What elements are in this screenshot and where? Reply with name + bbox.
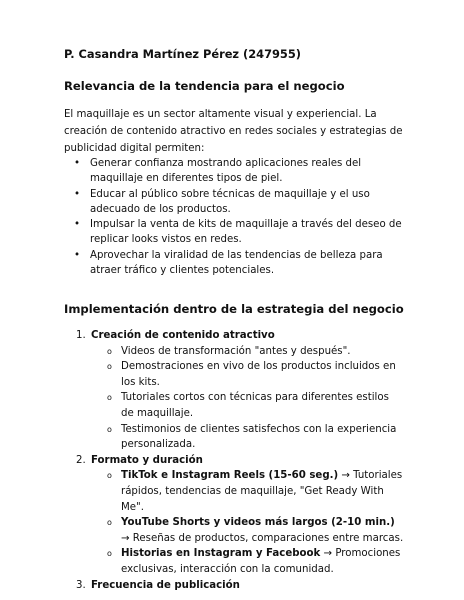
bullet-dot-icon: • <box>74 158 81 169</box>
sub-item-text: → Promociones exclusivas, interacción con la comunidad. <box>121 548 401 575</box>
bullet-dot-icon: • <box>74 188 81 200</box>
sub-item-bold: Historias en Instagram y Facebook <box>121 548 321 560</box>
sub-item <box>91 468 404 515</box>
section-heading-relevance: Relevancia de la tendencia para el negocio <box>64 79 345 93</box>
circle-bullet-icon: o <box>107 424 112 434</box>
sub-item-bold: TikTok e Instagram Reels (15-60 seg.) <box>121 470 339 482</box>
bullet-text: Impulsar la venta de kits de maquillaje a través del deseo de replicar looks vistos en redes. <box>90 219 402 246</box>
section-heading-implementation: Implementación dentro de la estrategia del negocio <box>64 302 404 316</box>
sub-item-text: Testimonios de clientes satisfechos con la experiencia personalizada. <box>121 423 397 451</box>
sub-item <box>91 359 404 390</box>
circle-bullet-icon: o <box>107 362 112 372</box>
circle-bullet-icon: o <box>107 549 112 559</box>
sub-item <box>91 344 404 360</box>
bullet-text: Aprovechar la viralidad de las tendencias de belleza para atraer tráfico y clientes potenciales. <box>90 249 383 277</box>
item-title: Formato y duración <box>91 454 203 466</box>
benefits-list <box>64 156 404 278</box>
bullet-text: Educar al público sobre técnicas de maquillaje y el uso adecuado de los productos. <box>90 188 370 215</box>
sub-item-text: Demostraciones en vivo de los productos incluidos en los kits. <box>121 361 396 388</box>
sub-item <box>91 546 404 577</box>
item-title: Creación de contenido atractivo <box>91 330 275 341</box>
item-title: Frecuencia de publicación <box>91 579 240 591</box>
bullet-dot-icon: • <box>74 249 81 261</box>
numbered-item <box>64 453 404 578</box>
sub-item-bold: YouTube Shorts y videos más largos (2-10 min.) <box>121 517 395 529</box>
bullet-item <box>64 156 404 187</box>
sub-item <box>91 515 404 546</box>
author-line: P. Casandra Martínez Pérez (247955) <box>64 47 301 61</box>
sub-list <box>91 344 404 453</box>
item-number: 1. <box>76 330 86 341</box>
circle-bullet-icon: o <box>107 346 112 356</box>
numbered-item <box>64 578 404 594</box>
sub-item-text: → Tutoriales rápidos, tendencias de maquillaje, "Get Ready With Me". <box>121 470 403 513</box>
sub-list <box>91 468 404 577</box>
sub-item <box>91 390 404 421</box>
bullet-item <box>64 248 404 279</box>
bullet-dot-icon: • <box>74 219 81 231</box>
item-number: 3. <box>76 579 86 591</box>
circle-bullet-icon: o <box>107 518 112 528</box>
intro-paragraph: El maquillaje es un sector altamente visual y experiencial. La creación de contenido atractivo en redes sociales y estrategias de publicidad digital permiten: <box>64 109 403 154</box>
sub-item <box>91 422 404 453</box>
numbered-item <box>64 328 404 453</box>
bullet-item <box>64 217 404 248</box>
circle-bullet-icon: o <box>107 471 112 481</box>
item-number: 2. <box>76 454 86 466</box>
sub-item-text: → Reseñas de productos, comparaciones entre marcas. <box>121 532 404 544</box>
sub-item-text: Videos de transformación "antes y después". <box>121 345 351 357</box>
bullet-text: Generar confianza mostrando aplicaciones reales del maquillaje en diferentes tipos de piel. <box>90 158 362 185</box>
circle-bullet-icon: o <box>107 393 112 403</box>
bullet-item <box>64 187 404 218</box>
implementation-list <box>64 328 404 593</box>
sub-item-text: Tutoriales cortos con técnicas para diferentes estilos de maquillaje. <box>121 392 389 419</box>
